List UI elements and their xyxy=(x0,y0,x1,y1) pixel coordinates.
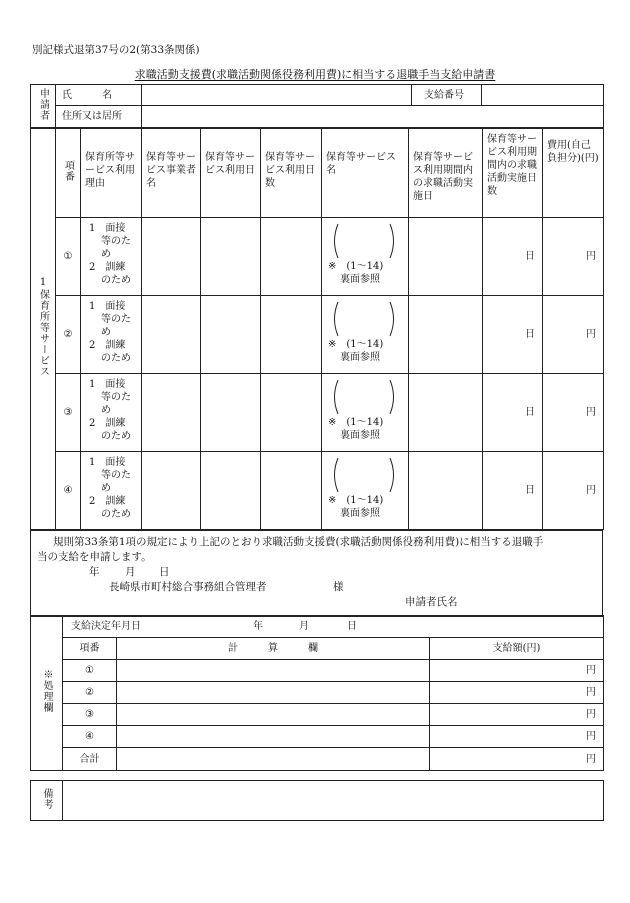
table-row xyxy=(31,452,604,530)
declaration-text-1: 規則第33条第1項の規定により上記のとおり求職活動支援費(求職活動関係役務利用費)に相当する退職手 xyxy=(53,536,544,548)
table-row xyxy=(31,296,604,374)
cost-field[interactable]: 円 xyxy=(543,452,604,530)
amount-field[interactable]: 円 xyxy=(430,726,604,748)
proc-col-calc: 計 算 欄 xyxy=(117,638,430,660)
proc-col-amount: 支給額(円) xyxy=(430,638,604,660)
service-name-field[interactable]: ※ (1〜14) 裏面参照 xyxy=(322,296,409,374)
provider-field[interactable] xyxy=(142,296,201,374)
form-id: 別記様式退第37号の2(第33条関係) xyxy=(32,44,200,56)
service-section-label: 1保育所等サービス xyxy=(31,129,56,530)
provider-field[interactable] xyxy=(142,218,201,296)
row-number: ① xyxy=(56,218,81,296)
amount-field[interactable]: 円 xyxy=(430,704,604,726)
amount-field[interactable]: 円 xyxy=(430,682,604,704)
row-number: ④ xyxy=(56,452,81,530)
reason-options[interactable]: 1 面接 等のた め 2 訓練 のため xyxy=(81,296,142,374)
col-reason: 保育所等サービス利用理由 xyxy=(81,129,142,218)
activity-days-field[interactable]: 日 xyxy=(483,218,543,296)
application-date[interactable]: 年 月 日 xyxy=(89,566,170,578)
activity-date-field[interactable] xyxy=(409,452,483,530)
table-row: ③ 円 xyxy=(31,704,604,726)
service-name-field[interactable]: ※ (1〜14) 裏面参照 xyxy=(322,374,409,452)
activity-date-field[interactable] xyxy=(409,374,483,452)
name-field[interactable] xyxy=(142,85,412,106)
addressee: 長崎県市町村総合事務組合管理者 xyxy=(109,581,267,593)
activity-days-field[interactable]: 日 xyxy=(483,452,543,530)
remarks-field[interactable] xyxy=(63,781,604,821)
service-name-field[interactable]: ※ (1〜14) 裏面参照 xyxy=(322,218,409,296)
calc-field[interactable] xyxy=(117,682,430,704)
row-number: ③ xyxy=(56,374,81,452)
calc-field[interactable] xyxy=(117,748,430,771)
calc-field[interactable] xyxy=(117,704,430,726)
reason-options[interactable]: 1 面接 等のた め 2 訓練 のため xyxy=(81,452,142,530)
payment-no-label: 支給番号 xyxy=(412,85,482,106)
provider-field[interactable] xyxy=(142,452,201,530)
use-date-field[interactable] xyxy=(201,218,261,296)
processing-section-label: ※処理欄 xyxy=(31,616,63,771)
row-number: ② xyxy=(56,296,81,374)
processing-table xyxy=(30,615,604,771)
provider-field[interactable] xyxy=(142,374,201,452)
table-row xyxy=(31,218,604,296)
col-use-date: 保育等サービス利用日 xyxy=(201,129,261,218)
col-service-name: 保育等サービス名 xyxy=(322,129,409,218)
declaration-text-2: 当の支給を申請します。 xyxy=(37,551,152,563)
col-use-days: 保育等サービス利用日数 xyxy=(261,129,322,218)
use-date-field[interactable] xyxy=(201,296,261,374)
use-date-field[interactable] xyxy=(201,374,261,452)
reason-options[interactable]: 1 面接 等のた め 2 訓練 のため xyxy=(81,218,142,296)
proc-col-item: 項番 xyxy=(63,638,117,660)
honorific: 様 xyxy=(333,581,344,593)
address-field[interactable] xyxy=(142,106,604,128)
col-item-no: 項番 xyxy=(56,129,81,218)
use-days-field[interactable] xyxy=(261,452,322,530)
use-date-field[interactable] xyxy=(201,452,261,530)
table-row xyxy=(31,374,604,452)
remarks-label: 備考 xyxy=(31,781,63,821)
table-row: ② 円 xyxy=(31,682,604,704)
address-label: 住所又は居所 xyxy=(56,106,142,128)
decision-date-row[interactable]: 支給決定年月日 年 月 日 xyxy=(63,616,604,638)
table-row: ① 円 xyxy=(31,660,604,682)
calc-field[interactable] xyxy=(117,726,430,748)
activity-days-field[interactable]: 日 xyxy=(483,374,543,452)
decision-date-label: 支給決定年月日 xyxy=(71,621,141,632)
table-row: 合計 円 xyxy=(31,748,604,771)
applicant-section-label: 申請者 xyxy=(31,85,56,128)
cost-field[interactable]: 円 xyxy=(543,218,604,296)
table-row: ④ 円 xyxy=(31,726,604,748)
cost-field[interactable]: 円 xyxy=(543,296,604,374)
form-title: 求職活動支援費(求職活動関係役務利用費)に相当する退職手当支給申請書 xyxy=(134,68,496,81)
payment-no-field[interactable] xyxy=(482,85,604,106)
service-name-field[interactable]: ※ (1〜14) 裏面参照 xyxy=(322,452,409,530)
amount-field[interactable]: 円 xyxy=(430,660,604,682)
cost-field[interactable]: 円 xyxy=(543,374,604,452)
applicant-table xyxy=(30,84,604,128)
amount-field[interactable]: 円 xyxy=(430,748,604,771)
applicant-name-label: 申請者氏名 xyxy=(405,596,458,608)
reason-options[interactable]: 1 面接 等のた め 2 訓練 のため xyxy=(81,374,142,452)
col-cost: 費用(自己負担分)(円) xyxy=(543,129,604,218)
remarks-table xyxy=(30,780,604,821)
col-provider: 保育等サービス事業者名 xyxy=(142,129,201,218)
activity-date-field[interactable] xyxy=(409,218,483,296)
col-activity-date: 保育等サービス利用期間内の求職活動実施日 xyxy=(409,129,483,218)
use-days-field[interactable] xyxy=(261,218,322,296)
calc-field[interactable] xyxy=(117,660,430,682)
declaration-box xyxy=(30,530,603,617)
col-activity-days: 保育等サービス利用期間内の求職活動実施日数 xyxy=(483,129,543,218)
use-days-field[interactable] xyxy=(261,296,322,374)
name-label: 氏 名 xyxy=(56,85,142,106)
activity-days-field[interactable]: 日 xyxy=(483,296,543,374)
activity-date-field[interactable] xyxy=(409,296,483,374)
service-table xyxy=(30,128,604,530)
use-days-field[interactable] xyxy=(261,374,322,452)
